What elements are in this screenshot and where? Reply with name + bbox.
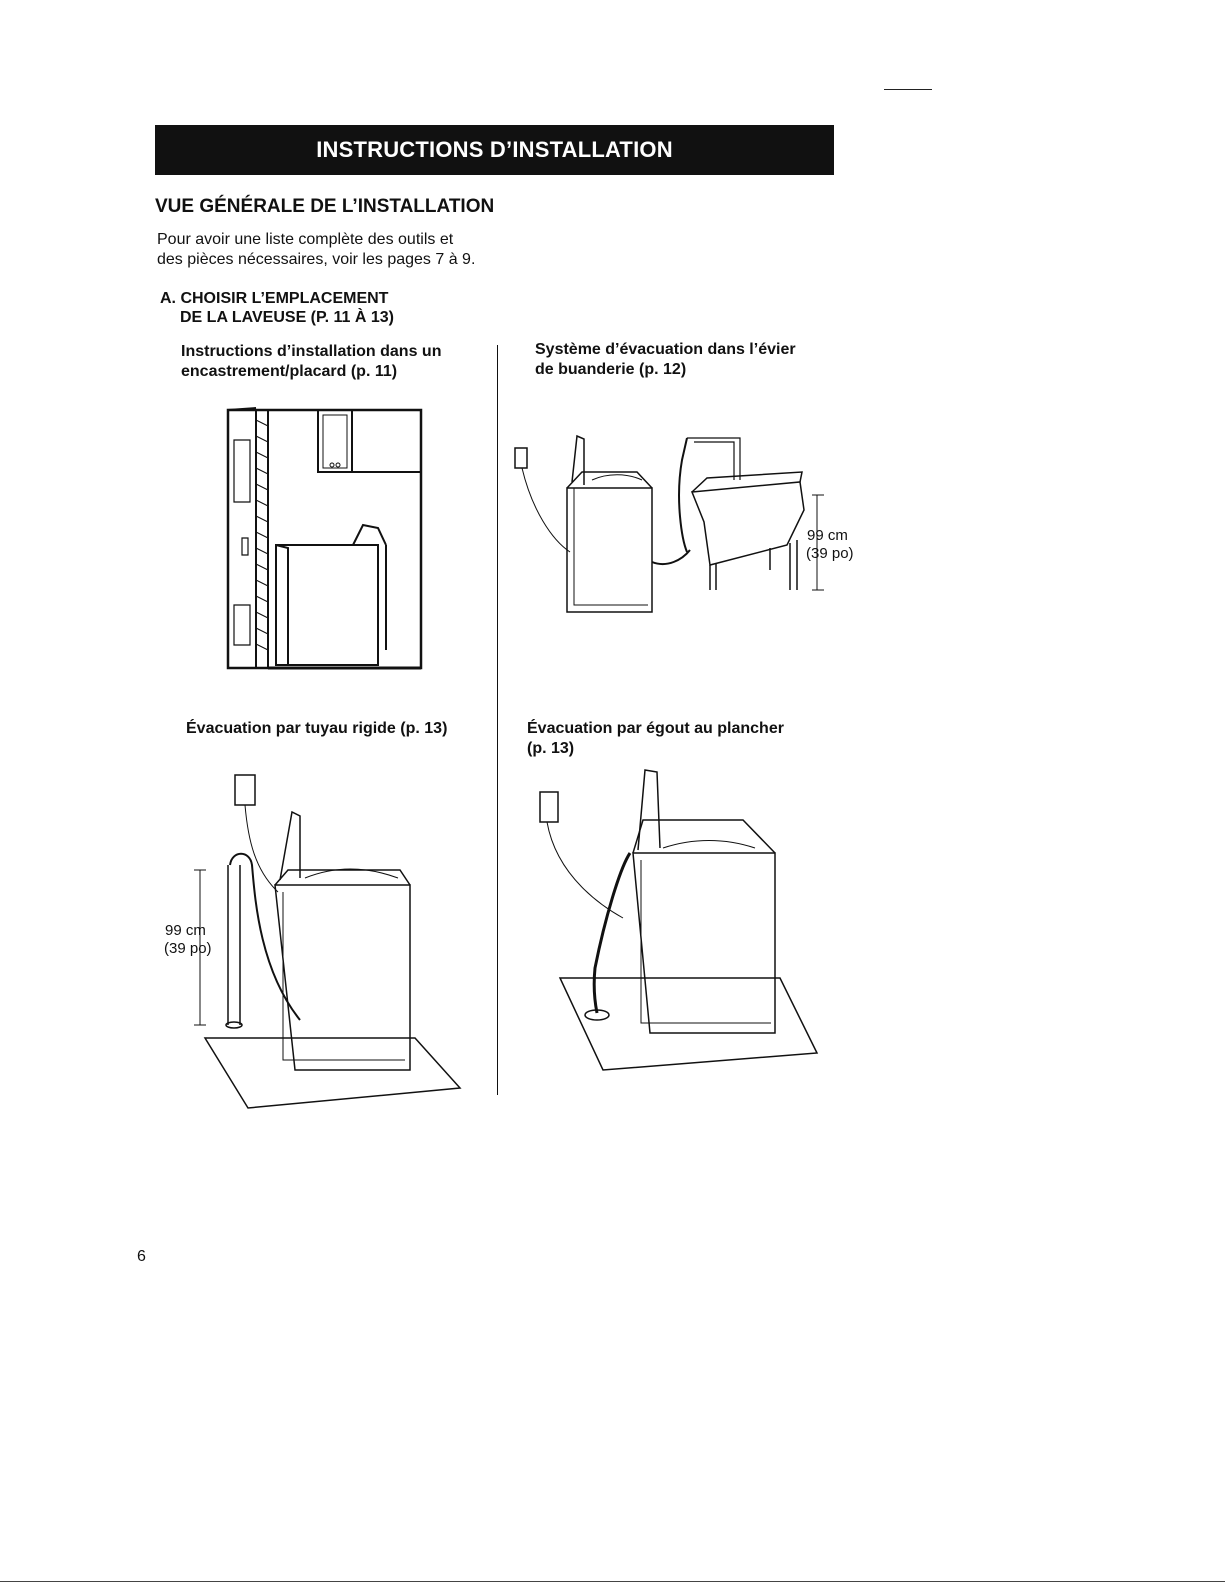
bottom-rule (0, 1581, 1225, 1582)
standpipe-dim-po: (39 po) (164, 940, 212, 957)
alcove-caption-line-2: encastrement/placard (p. 11) (181, 363, 398, 380)
floor-drain-caption (527, 719, 784, 759)
overview-intro (157, 230, 557, 270)
standpipe-illustration (160, 770, 470, 1115)
column-divider (497, 345, 498, 1095)
standpipe-caption (186, 719, 447, 739)
standpipe-dim-cm: 99 cm (165, 922, 206, 939)
top-rule (884, 89, 932, 90)
page-number: 6 (137, 1248, 146, 1265)
overview-heading: VUE GÉNÉRALE DE L’INSTALLATION (155, 196, 495, 217)
section-a-heading (160, 289, 394, 327)
laundry-tub-caption-line-2: de buanderie (p. 12) (535, 361, 687, 378)
section-a-line-2: DE LA LAVEUSE (P. 11 À 13) (180, 309, 394, 326)
banner-title: INSTRUCTIONS D’INSTALLATION (316, 137, 673, 162)
alcove-caption-line-1: Instructions d’installation dans un (181, 343, 442, 360)
laundry-tub-caption-line-1: Système d’évacuation dans l’évier (535, 341, 796, 358)
laundry-tub-caption (535, 340, 796, 380)
intro-line-1: Pour avoir une liste complète des outils et (157, 231, 454, 248)
alcove-illustration (228, 410, 423, 670)
tub-dim-cm: 99 cm (807, 527, 848, 544)
alcove-caption (181, 342, 441, 382)
floor-drain-caption-line-1: Évacuation par égout au plancher (527, 720, 784, 737)
floor-drain-caption-line-2: (p. 13) (527, 740, 575, 757)
tub-dim-po: (39 po) (806, 545, 854, 562)
section-a-line-1: A. CHOISIR L’EMPLACEMENT (160, 290, 389, 307)
laundry-tub-illustration (512, 430, 854, 620)
intro-line-2: des pièces nécessaires, voir les pages 7 à 9. (157, 251, 476, 268)
floor-drain-illustration (535, 768, 835, 1078)
section-banner (155, 125, 834, 175)
standpipe-caption-line-1: Évacuation par tuyau rigide (p. 13) (186, 720, 448, 737)
